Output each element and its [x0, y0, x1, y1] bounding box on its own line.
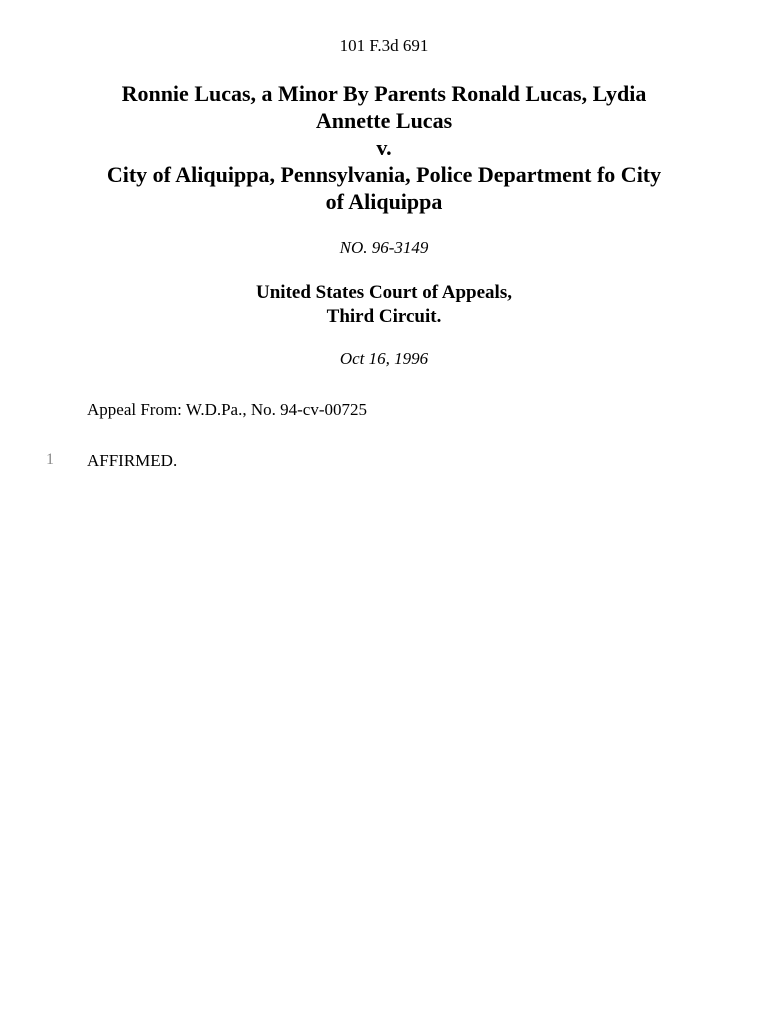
appeal-from: Appeal From: W.D.Pa., No. 94-cv-00725 — [87, 400, 368, 419]
court-name — [0, 281, 768, 329]
citation: 101 F.3d 691 — [339, 36, 429, 55]
court-name-line: Third Circuit. — [326, 306, 442, 327]
case-title-line: Ronnie Lucas, a Minor By Parents Ronald Lucas, Lydia — [121, 81, 647, 106]
docket-number: NO. 96-3149 — [339, 238, 429, 257]
paragraph-number: 1 — [46, 451, 54, 468]
case-title-line: Annette Lucas — [315, 108, 453, 133]
case-title — [50, 80, 718, 215]
decision-date: Oct 16, 1996 — [339, 349, 429, 368]
court-name-line: United States Court of Appeals, — [256, 282, 512, 303]
case-title-line: City of Aliquippa, Pennsylvania, Police Department fo City — [106, 162, 662, 187]
case-title-versus: v. — [376, 135, 392, 160]
case-title-line: of Aliquippa — [325, 189, 443, 214]
paragraph-text: AFFIRMED. — [87, 451, 178, 470]
